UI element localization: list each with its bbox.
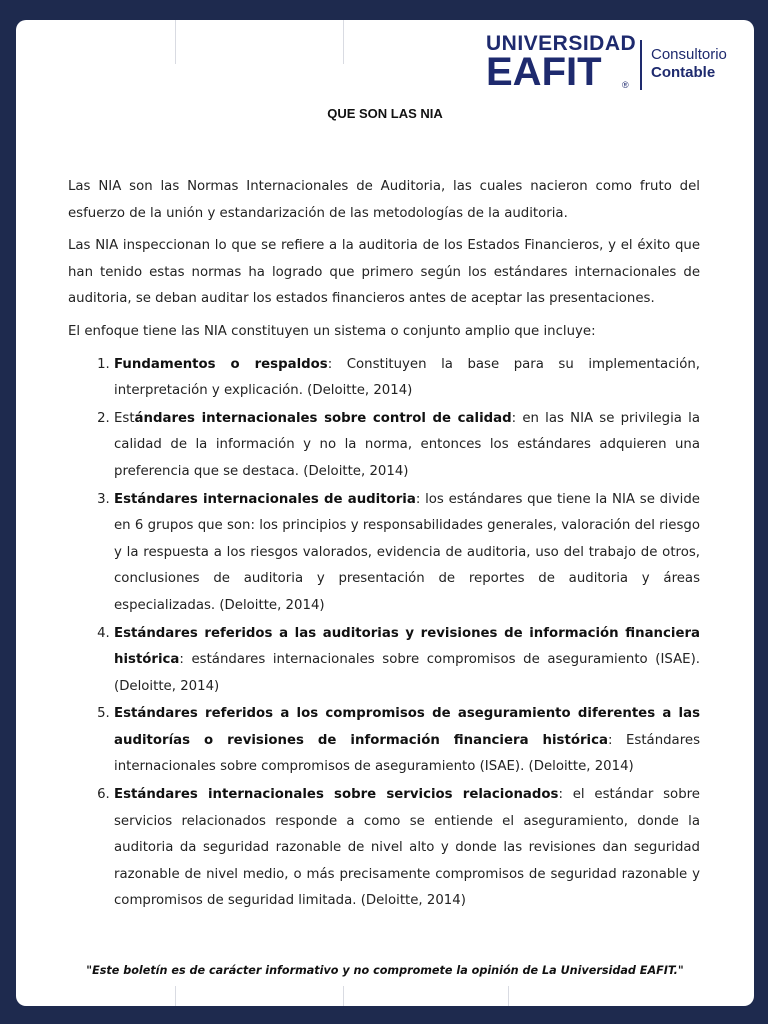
logo-university-text: UNIVERSIDAD — [486, 32, 637, 55]
page-guide-mark — [508, 986, 509, 1006]
page-guide-mark — [175, 20, 176, 64]
page-guide-mark — [343, 986, 344, 1006]
item-term: Fundamentos o respaldos — [114, 356, 328, 372]
item-text: : Constituyen la base para su implementación, interpretación y explicación. (Deloitte, 2014) — [114, 356, 701, 399]
disclaimer-footer: "Este boletín es de carácter informativo y no compromete la opinión de La Universidad EAFIT." — [86, 964, 684, 977]
item-text: : el estándar sobre servicios relacionados responde a como se entiende el aseguramiento, donde la auditoria da seguridad razonable de nivel alto y donde las revisiones dan seguridad razonable de nivel medio, o más precisamente compromisos de seguridad razonable y compromisos de seguridad limitada. (Deloitte, 2014) — [114, 787, 700, 909]
logo-divider — [640, 40, 642, 90]
logo-registered-mark: ® — [622, 80, 629, 90]
document-body — [68, 174, 700, 916]
paragraph: Las NIA inspeccionan lo que se refiere a la auditoria de los Estados Financieros, y el éxito que han tenido estas normas ha logrado que primero según los estándares internacionales de auditoria, se deban auditar los estados financieros antes de aceptar las presentaciones. — [68, 238, 700, 307]
list-item — [114, 701, 700, 781]
document-page — [16, 20, 754, 1006]
logo-unit-line1: Consultorio — [651, 46, 727, 63]
page-guide-mark — [175, 986, 176, 1006]
item-text: : en las NIA se privilegia la calidad de la información y no la norma, entonces los estándares adquieren una preferencia que se destaca. (Deloitte, 2014) — [114, 410, 700, 479]
list-item — [114, 352, 700, 405]
logo-eafit-text: EAFIT — [486, 50, 602, 94]
list-item — [114, 621, 700, 701]
item-term: Estándares referidos a los compromisos de aseguramiento diferentes a las auditorías o revisiones de información financiera histórica — [114, 706, 700, 748]
document-title: QUE SON LAS NIA — [327, 106, 443, 121]
item-lead: Est — [114, 410, 135, 426]
list-item — [114, 782, 700, 915]
item-term: Estándares internacionales de auditoria — [114, 491, 416, 507]
list-item — [114, 406, 700, 486]
item-text: : los estándares que tiene la NIA se divide en 6 grupos que son: los principios y responsabilidades generales, valoración del riesgo y la respuesta a los riesgos valorados, evidencia de auditoria, uso del trabajo de otros, conclusiones de auditoria y presentación de reportes de auditoria y áreas especializadas. (Deloitte, 2014) — [114, 491, 700, 613]
page-guide-mark — [343, 20, 344, 64]
item-text: : estándares internacionales sobre compromisos de aseguramiento (ISAE). (Deloitte, 2014) — [114, 652, 700, 694]
item-text: : Estándares internacionales sobre compromisos de aseguramiento (ISAE). (Deloitte, 2014) — [114, 732, 700, 775]
item-term: ándares internacionales sobre control de calidad — [134, 410, 512, 426]
paragraph: El enfoque tiene las NIA constituyen un sistema o conjunto amplio que incluye: — [68, 323, 596, 339]
list-item — [114, 487, 700, 620]
paragraph: Las NIA son las Normas Internacionales de Auditoria, las cuales nacieron como fruto del esfuerzo de la unión y estandarización de las metodologías de la auditoria. — [68, 179, 700, 221]
logo-unit-line2: Contable — [651, 64, 716, 81]
eafit-logo — [486, 32, 742, 92]
nia-list — [68, 352, 700, 915]
item-term: Estándares referidos a las auditorias y revisiones de información financiera histórica — [114, 625, 700, 668]
item-term: Estándares internacionales sobre servicios relacionados — [114, 787, 559, 803]
